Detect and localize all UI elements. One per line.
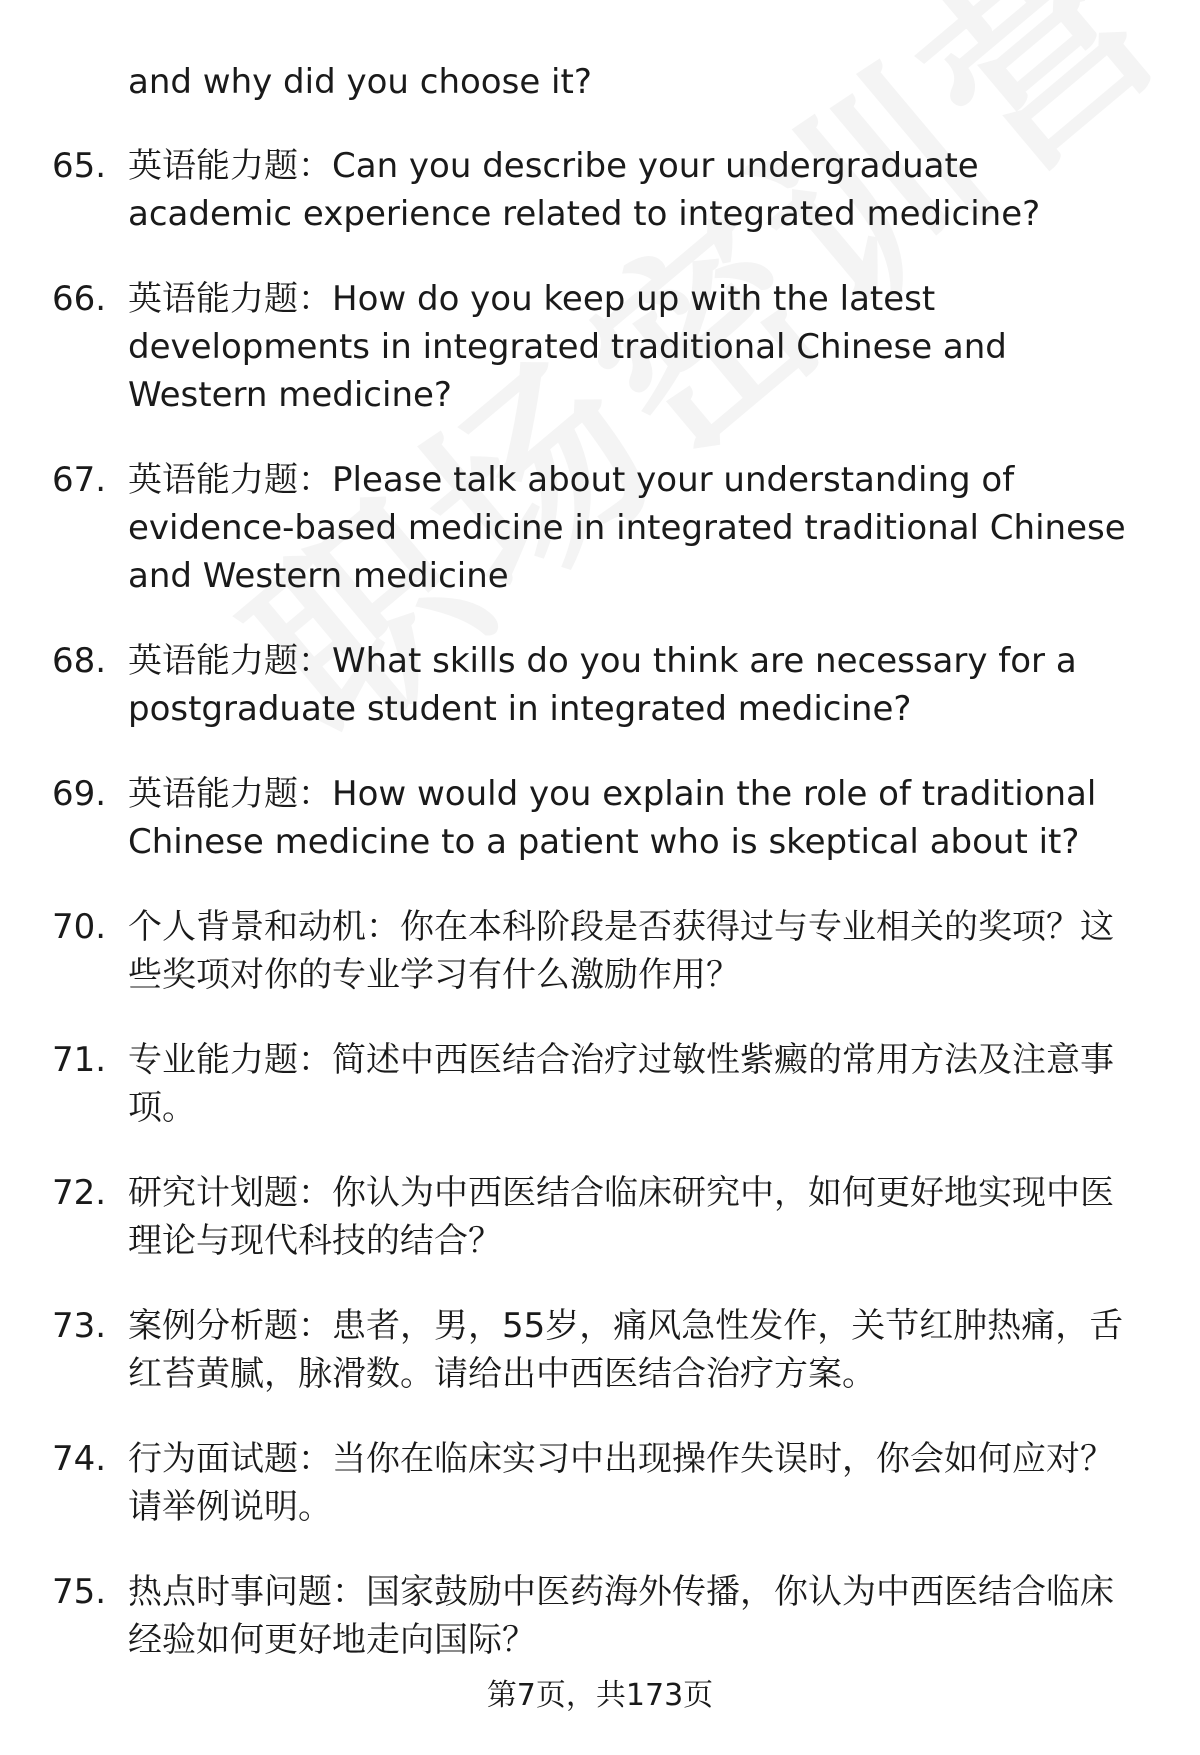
question-text: 专业能力题：简述中西医结合治疗过敏性紫癜的常用方法及注意事项。 — [128, 1040, 1114, 1128]
question-item — [0, 456, 1138, 600]
question-number: 71. — [52, 1040, 107, 1080]
question-text: 热点时事问题：国家鼓励中医药海外传播，你认为中西医结合临床经验如何更好地走向国际？ — [128, 1572, 1114, 1660]
question-item — [0, 1169, 1138, 1265]
question-number: 69. — [52, 774, 107, 814]
question-text: 英语能力题：How would you explain the role of traditional Chinese medicine to a patient who is skeptical about it? — [128, 774, 1097, 862]
question-text: 行为面试题：当你在临床实习中出现操作失误时，你会如何应对？请举例说明。 — [128, 1439, 1114, 1527]
question-text: 研究计划题：你认为中西医结合临床研究中，如何更好地实现中医理论与现代科技的结合？ — [128, 1173, 1114, 1261]
question-item — [0, 637, 1138, 733]
continuation-text: and why did you choose it? — [128, 62, 592, 102]
question-text: 英语能力题：How do you keep up with the latest developments in integrated traditional Chinese and Western medicine? — [128, 279, 1007, 415]
question-list — [0, 142, 1200, 1701]
question-item — [0, 275, 1138, 419]
question-number: 68. — [52, 641, 107, 681]
question-number: 73. — [52, 1306, 107, 1346]
question-text: 英语能力题：Please talk about your understanding of evidence-based medicine in integrated traditional Chinese and Western medicine — [128, 460, 1126, 596]
question-text: 英语能力题：Can you describe your undergraduate academic experience related to integrated medicine? — [128, 146, 1041, 234]
question-item — [0, 142, 1138, 238]
question-item — [0, 1435, 1138, 1531]
question-number: 67. — [52, 460, 107, 500]
question-text: 英语能力题：What skills do you think are necessary for a postgraduate student in integrated medicine? — [128, 641, 1077, 729]
question-number: 75. — [52, 1572, 107, 1612]
question-number: 66. — [52, 279, 107, 319]
page-number-footer: 第7页，共173页 — [486, 1678, 714, 1713]
question-item — [0, 903, 1138, 999]
question-number: 65. — [52, 146, 107, 186]
question-text: 案例分析题：患者，男，55岁，痛风急性发作，关节红肿热痛，舌红苔黄腻，脉滑数。请给出中西医结合治疗方案。 — [128, 1306, 1124, 1394]
question-number: 72. — [52, 1173, 107, 1213]
question-item — [0, 1302, 1138, 1398]
question-item — [0, 770, 1138, 866]
question-item — [0, 1568, 1138, 1664]
question-number: 74. — [52, 1439, 107, 1479]
question-item — [0, 1036, 1138, 1132]
question-text: 个人背景和动机：你在本科阶段是否获得过与专业相关的奖项？这些奖项对你的专业学习有什么激励作用？ — [128, 907, 1114, 995]
question-number: 70. — [52, 907, 107, 947]
